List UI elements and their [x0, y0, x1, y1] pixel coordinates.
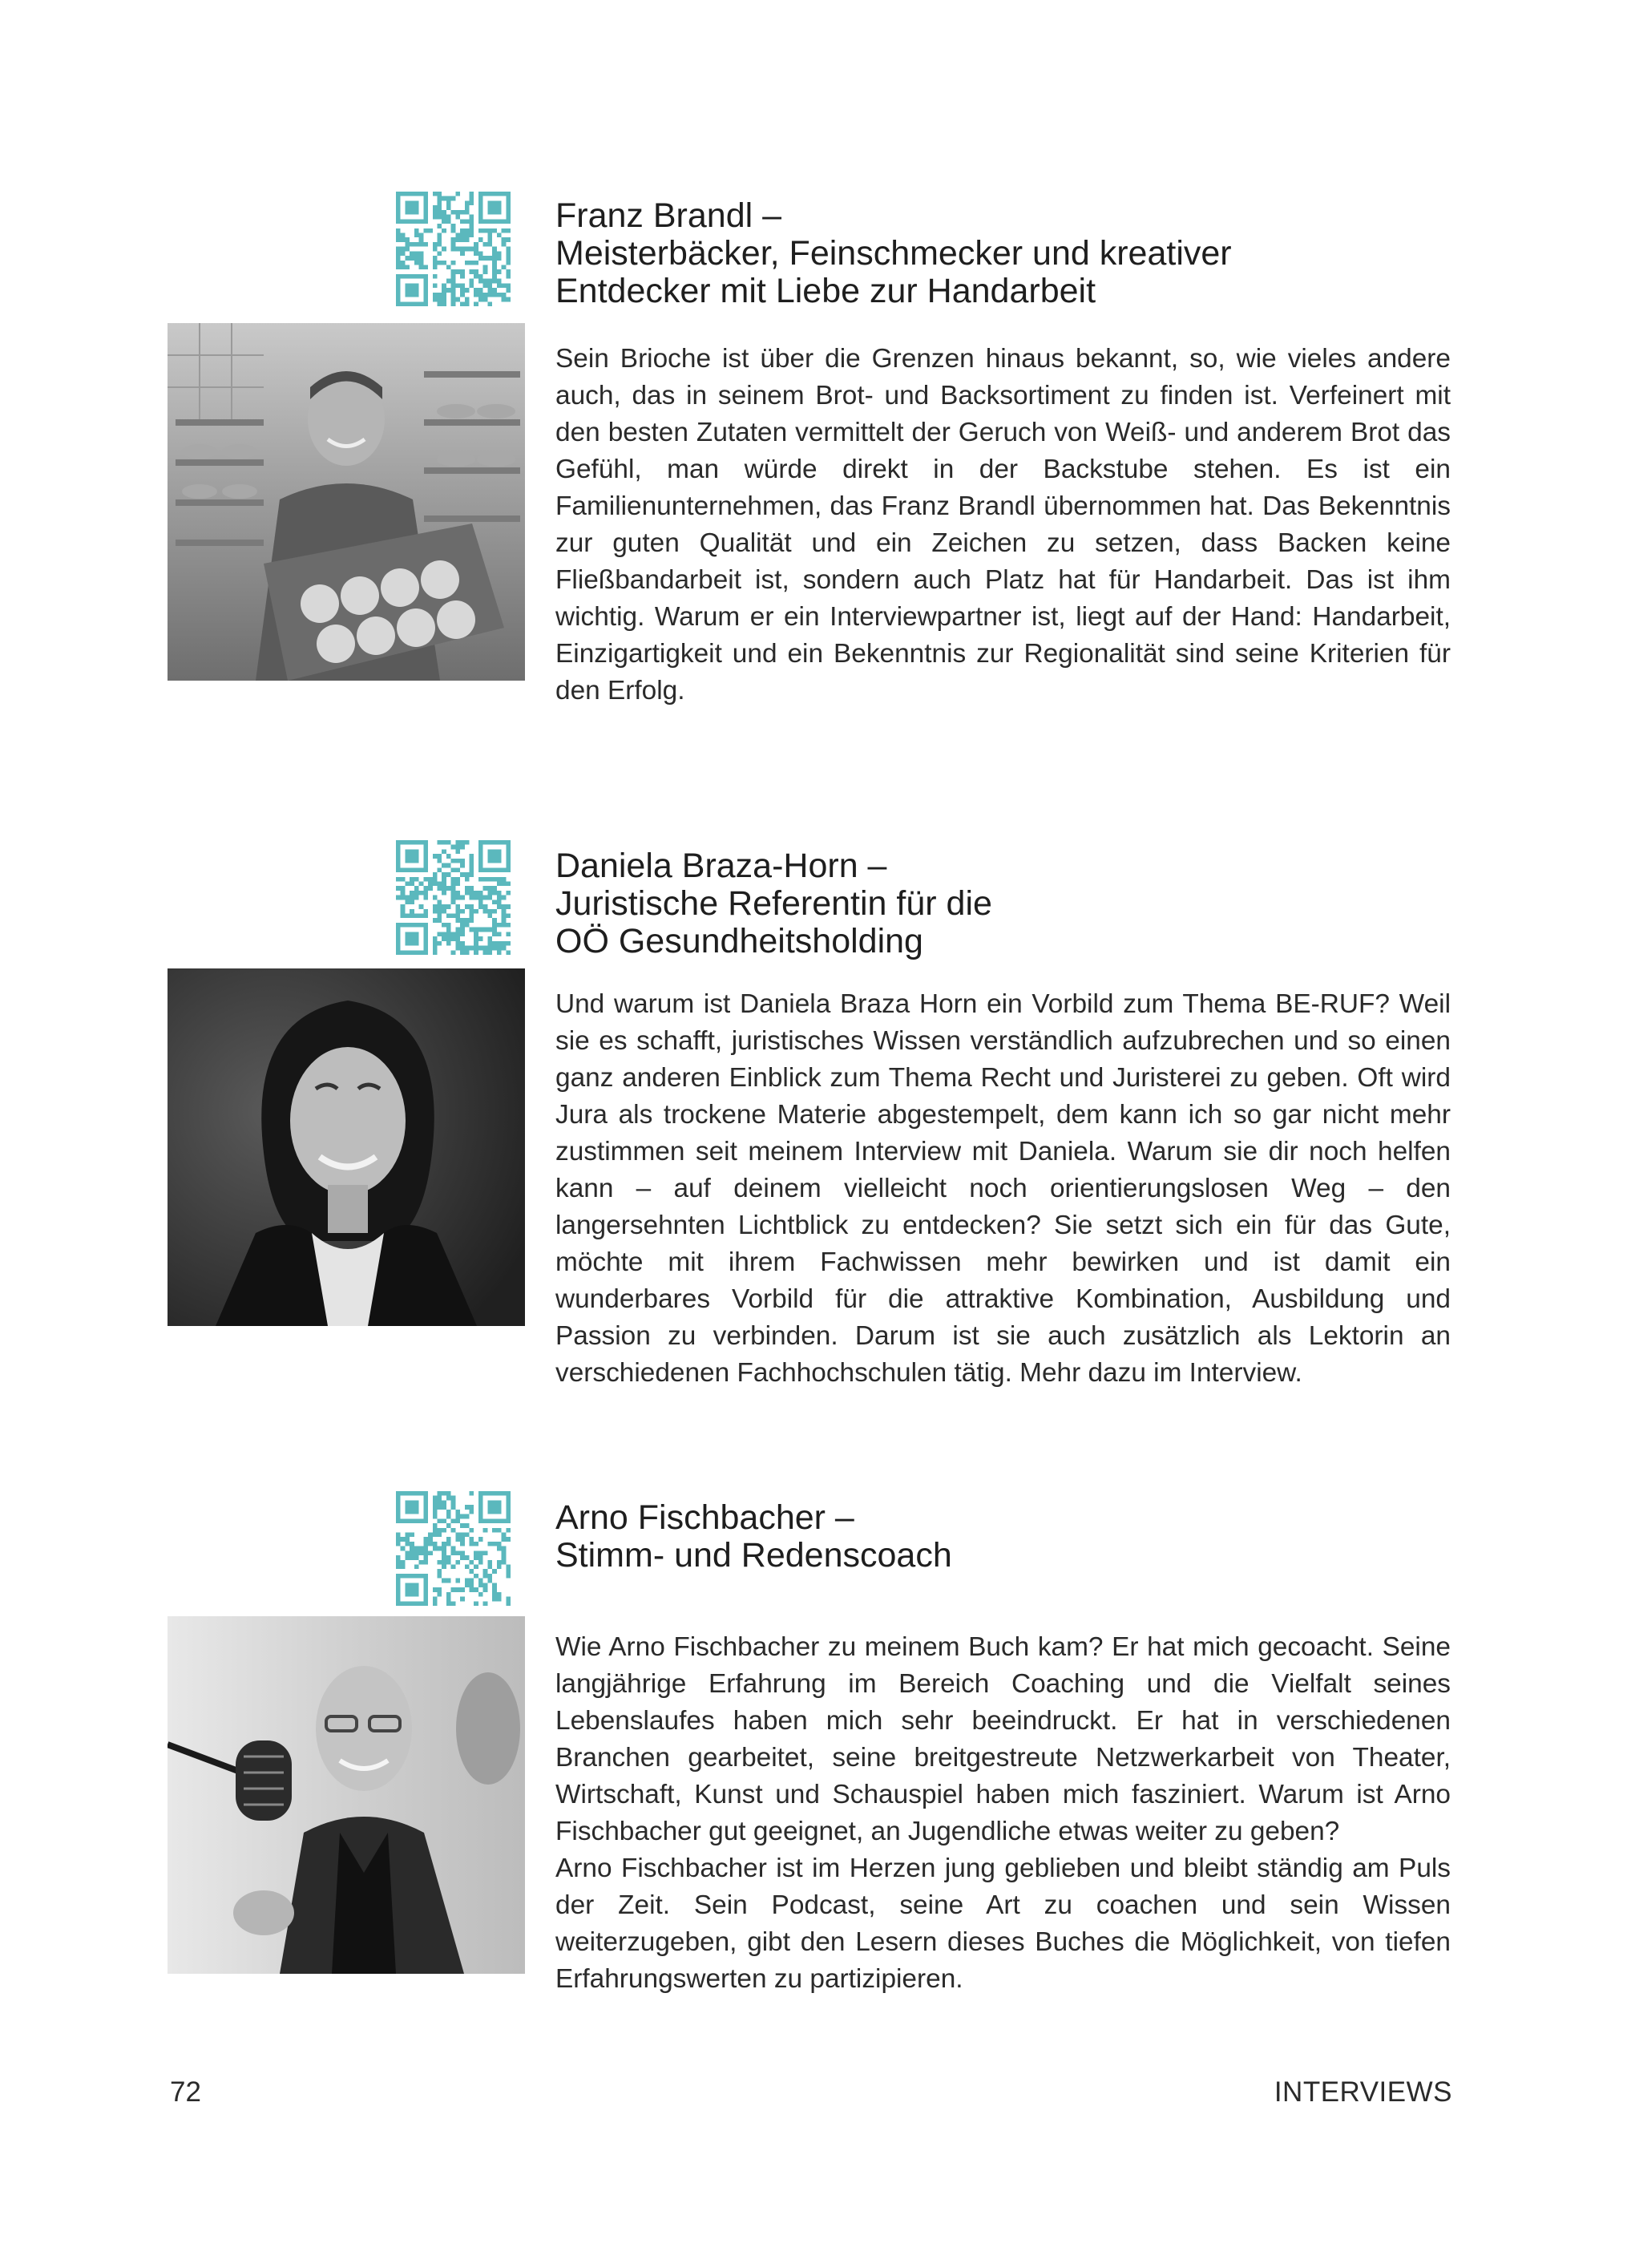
interviewee-name: Arno Fischbacher – — [555, 1498, 854, 1537]
portrait-photo — [168, 968, 525, 1326]
portrait-photo — [168, 323, 525, 681]
interviewee-role-line: OÖ Gesundheitsholding — [555, 922, 923, 960]
interview-body — [555, 341, 1451, 710]
body-paragraph: Und warum ist Daniela Braza Horn ein Vorbild zum Thema BE-RUF? Weil sie es schafft, juristisches Wissen verständlich aufzubrechen und so einen ganz anderen Einblick zum Thema Recht und Juristerei zu geben. Oft wird Jura als trockene Materie abgestempelt, dem kann ich so gar nicht mehr zustimmen seit meinem Interview mit Daniela. Warum sie dir noch helfen kann – auf deinem vielleicht noch orientierungslosen Weg – den langersehnten Lichtblick zu entdecken? Sie setzt sich ein für das Gute, möchte mit ihrem Fachwissen mehr bewirken und ist damit ein wunderbares Vorbild für die attraktive Kombination, Ausbildung und Passion zu verbinden. Darum ist sie auch zusätzlich als Lektorin an verschiedenen Fachhochschulen tätig. Mehr dazu im Interview. — [555, 989, 1451, 1388]
interview-title — [555, 847, 1453, 960]
body-paragraph: Arno Fischbacher ist im Herzen jung geblieben und bleibt ständig am Puls der Zeit. Sein Podcast, seine Art zu coachen und sein Wissen weiterzugeben, gibt den Lesern dieses Buches die Möglichkeit, von tiefen Erfahrungswerten zu partizipieren. — [555, 1854, 1451, 1994]
page-number: 72 — [170, 2076, 201, 2108]
interviewee-role-line: Meisterbäcker, Feinschmecker und kreativer — [555, 234, 1232, 273]
interview-body — [555, 1629, 1451, 1998]
body-paragraph: Sein Brioche ist über die Grenzen hinaus bekannt, so, wie vieles andere auch, das in seinem Brot- und Backsortiment zu finden ist. Verfeinert mit den besten Zutaten vermittelt der Geruch von Weiß- und anderem Brot das Gefühl, man würde direkt in der Backstube stehen. Es ist ein Familienunternehmen, das Franz Brandl übernommen hat. Das Bekenntnis zur guten Qualität und ein Zeichen zu setzen, dass Backen keine Fließbandarbeit ist, sondern auch Platz hat für Handarbeit. Das ist ihm wichtig. Warum er ein Interviewpartner ist, liegt auf der Hand: Handarbeit, Einzigartigkeit und ein Bekenntnis zur Regionalität sind seine Kriterien für den Erfolg. — [555, 344, 1451, 705]
section-label: INTERVIEWS — [1274, 2076, 1452, 2108]
interviewee-name: Franz Brandl – — [555, 196, 782, 235]
body-paragraph: Wie Arno Fischbacher zu meinem Buch kam? Er hat mich gecoacht. Seine langjährige Erfahrung im Bereich Coaching und die Vielfalt seines Lebenslaufes haben mich sehr beeindruckt. Er hat in verschiedenen Branchen gearbeitet, seine breitgestreute Netzwerkarbeit von Theater, Wirtschaft, Kunst und Schauspiel haben mich fasziniert. Warum ist Arno Fischbacher gut geeignet, an Jugendliche etwas weiter zu geben? — [555, 1632, 1451, 1846]
interviewee-name: Daniela Braza-Horn – — [555, 847, 887, 885]
interviewee-role-line: Juristische Referentin für die — [555, 884, 992, 923]
interviewee-role-line: Stimm- und Redenscoach — [555, 1536, 952, 1575]
interviewee-role-line: Entdecker mit Liebe zur Handarbeit — [555, 272, 1096, 310]
interview-title — [555, 197, 1453, 310]
qr-code-icon[interactable] — [396, 1491, 511, 1606]
qr-code-icon[interactable] — [396, 840, 511, 955]
interview-title — [555, 1499, 1453, 1575]
qr-code-icon[interactable] — [396, 192, 511, 306]
interview-body — [555, 986, 1451, 1392]
portrait-photo — [168, 1616, 525, 1974]
